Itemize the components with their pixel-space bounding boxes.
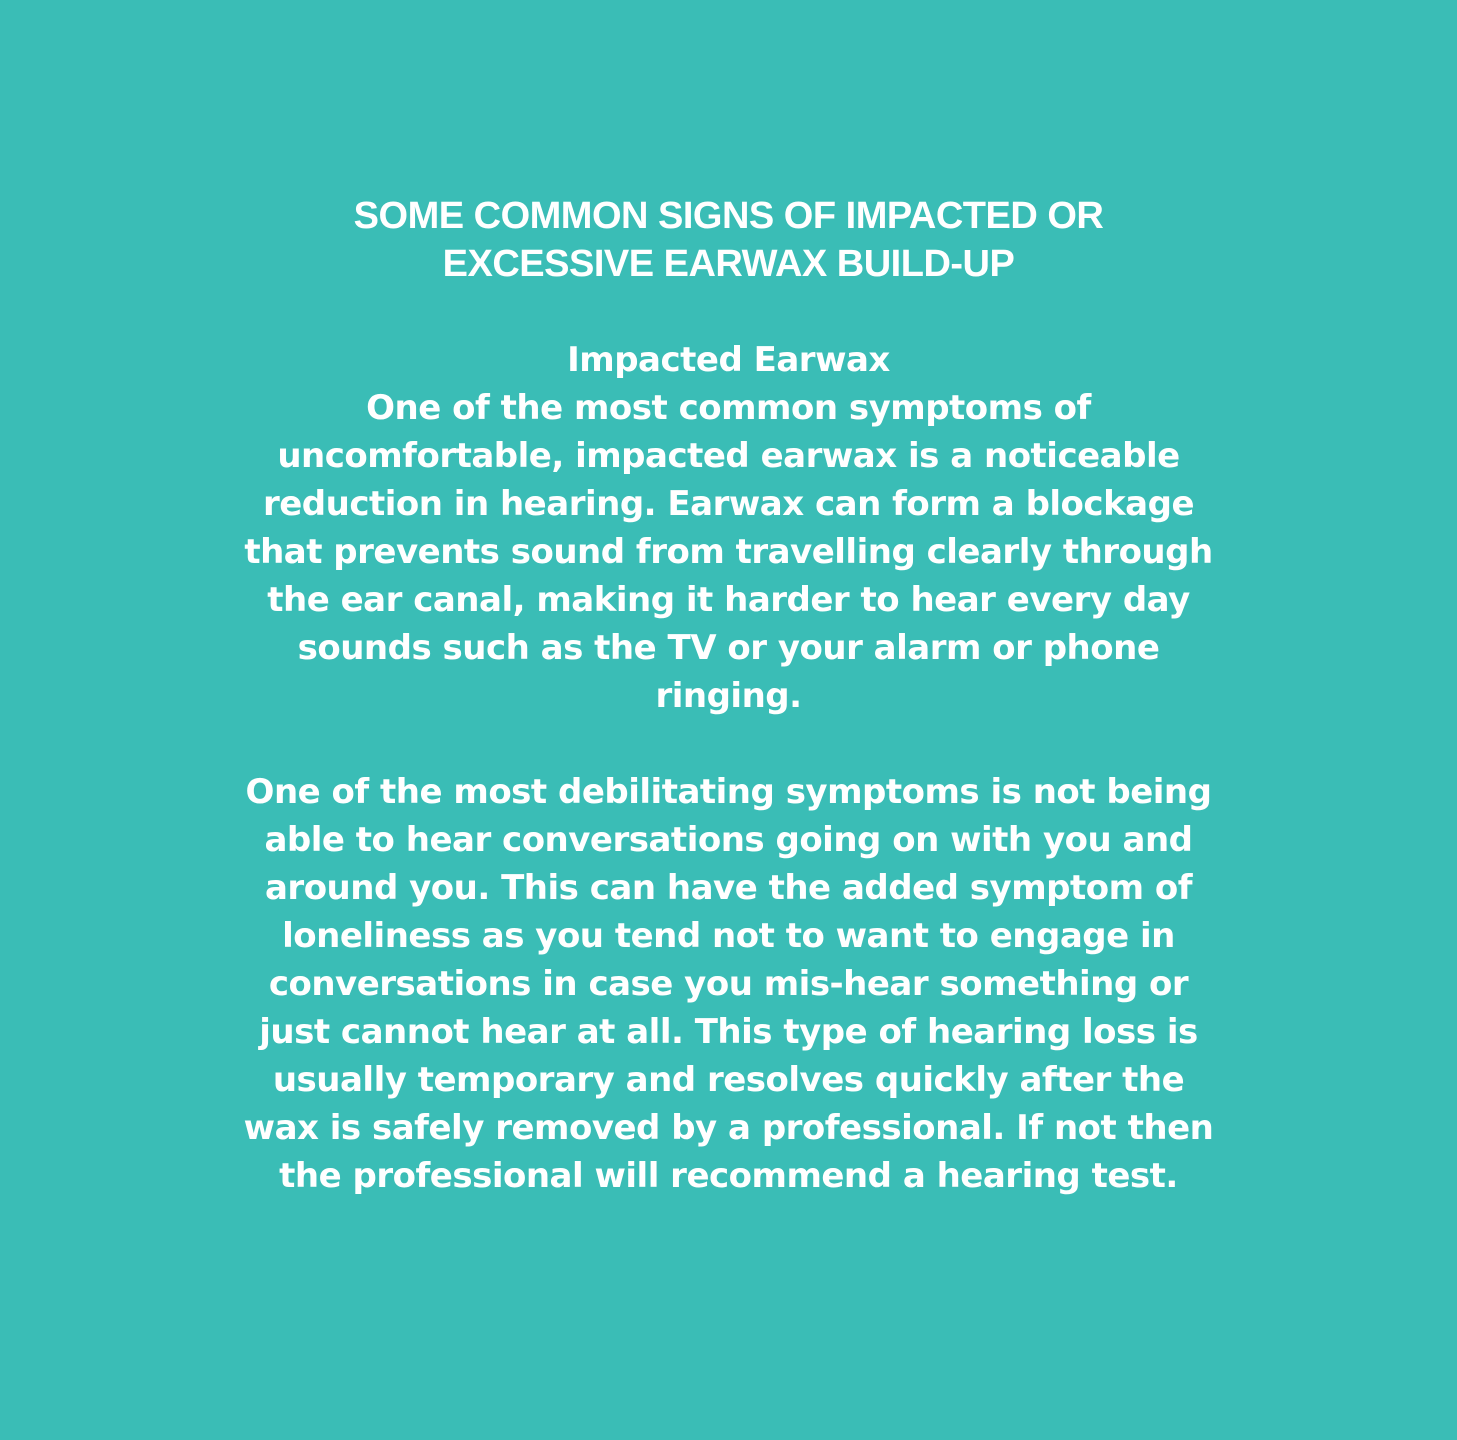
page-title xyxy=(205,192,1252,288)
paragraph-hearing-reduction xyxy=(205,384,1252,720)
text-line: usually temporary and resolves quickly after the xyxy=(272,1060,1185,1100)
text-line: One of the most debilitating symptoms is not being xyxy=(245,772,1212,812)
text-line: sounds such as the TV or your alarm or phone xyxy=(297,628,1160,668)
text-line: conversations in case you mis-hear something or xyxy=(268,964,1189,1004)
content-block xyxy=(205,192,1252,1200)
text-line: the ear canal, making it harder to hear every day xyxy=(267,580,1190,620)
text-line: that prevents sound from travelling clearly through xyxy=(244,532,1213,572)
text-line: loneliness as you tend not to want to engage in xyxy=(282,916,1175,956)
text-line: One of the most common symptoms of xyxy=(366,388,1091,428)
text-line: wax is safely removed by a professional. If not then xyxy=(243,1108,1214,1148)
text-line: uncomfortable, impacted earwax is a noticeable xyxy=(277,436,1180,476)
text-line: around you. This can have the added symptom of xyxy=(264,868,1192,908)
text-line: ringing. xyxy=(655,676,802,716)
text-line: just cannot hear at all. This type of hearing loss is xyxy=(259,1012,1198,1052)
title-line: SOME COMMON SIGNS OF IMPACTED OR xyxy=(353,195,1104,237)
paragraph-conversations xyxy=(205,768,1252,1200)
section-subheading: Impacted Earwax xyxy=(567,340,890,380)
title-line: EXCESSIVE EARWAX BUILD-UP xyxy=(442,243,1015,285)
text-line: reduction in hearing. Earwax can form a blockage xyxy=(262,484,1195,524)
text-line: able to hear conversations going on with you and xyxy=(264,820,1193,860)
text-line: the professional will recommend a hearing test. xyxy=(279,1156,1178,1196)
